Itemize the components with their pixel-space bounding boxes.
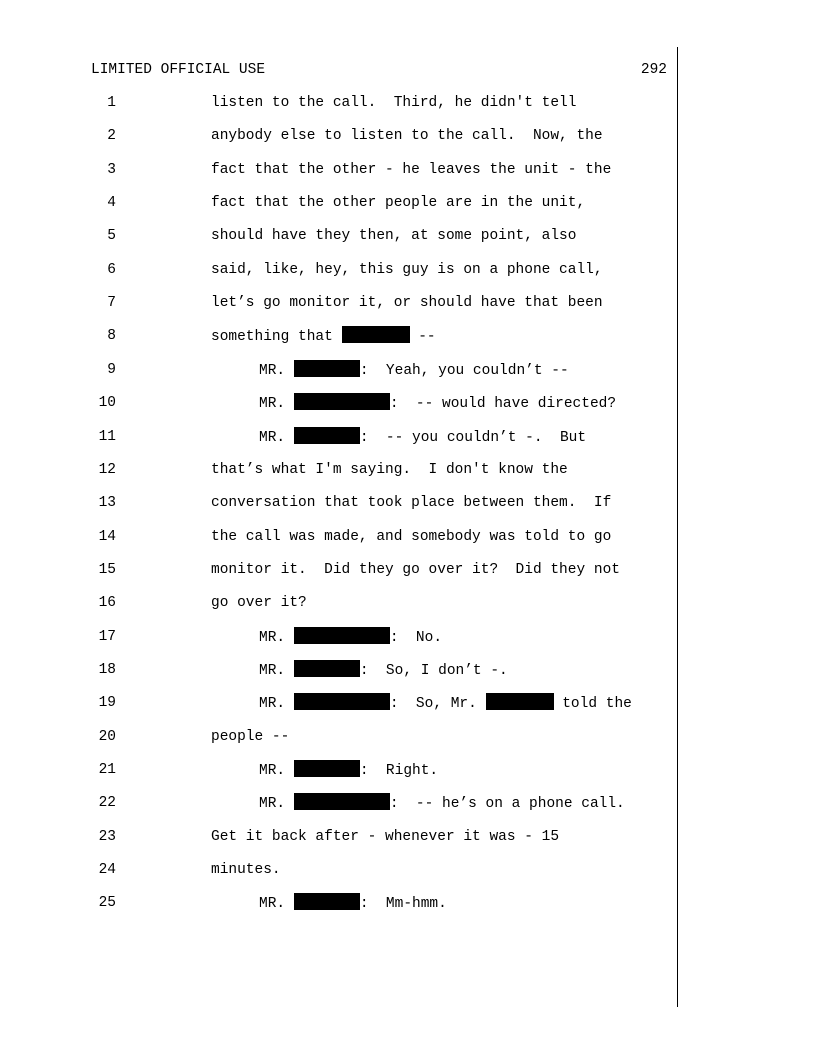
line-text: listen to the call. Third, he didn't tell (211, 95, 577, 111)
line-number: 3 (107, 161, 116, 178)
line-text: MR. : -- he’s on a phone call. (259, 793, 625, 814)
transcript-line (0, 260, 816, 293)
line-text: MR. : So, I don’t -. (259, 660, 508, 681)
line-text: MR. : Mm-hmm. (259, 893, 447, 914)
redaction-box (294, 360, 360, 377)
redaction-box (294, 393, 390, 410)
transcript-line (0, 126, 816, 159)
line-text: Get it back after - whenever it was - 15 (211, 828, 560, 845)
line-number: 6 (107, 261, 116, 278)
line-text: let’s go monitor it, or should have that been (211, 295, 603, 312)
line-text: conversation that took place between them. If (211, 495, 612, 512)
line-number: 22 (98, 795, 116, 812)
line-text: should have they then, at some point, also (211, 228, 577, 245)
line-number: 8 (107, 328, 116, 345)
line-number: 11 (98, 428, 116, 445)
line-text: monitor it. Did they go over it? Did they not (211, 561, 620, 578)
line-number: 14 (98, 528, 116, 545)
line-number: 5 (107, 228, 116, 245)
transcript-line (0, 793, 816, 826)
redaction-box (294, 760, 360, 777)
line-text: that’s what I'm saying. I don't know the (211, 461, 568, 478)
line-number: 18 (98, 661, 116, 678)
redaction-box (294, 893, 360, 910)
line-number: 7 (107, 295, 116, 312)
line-number: 10 (98, 395, 116, 412)
page-number: 292 (640, 62, 667, 78)
line-text: MR. : Yeah, you couldn’t -- (259, 360, 569, 381)
redaction-box (294, 427, 360, 444)
transcript-line (0, 527, 816, 560)
transcript-line (0, 193, 816, 226)
redaction-box (486, 693, 554, 710)
line-number: 4 (107, 195, 116, 212)
line-text: MR. : Right. (259, 760, 438, 781)
line-number: 21 (98, 762, 116, 778)
redaction-box (342, 326, 410, 343)
line-text: MR. : So, Mr. told the (259, 693, 632, 714)
transcript-line (0, 893, 816, 926)
line-number: 20 (98, 728, 116, 745)
line-number: 9 (107, 361, 116, 378)
classification-header: LIMITED OFFICIAL USE (91, 62, 266, 78)
transcript-line (0, 693, 816, 726)
redaction-box (294, 660, 360, 677)
line-text: go over it? (211, 595, 307, 612)
line-text: said, like, hey, this guy is on a phone call, (211, 261, 603, 278)
line-text: MR. : No. (259, 627, 442, 648)
line-number: 1 (107, 95, 116, 111)
transcript-line (0, 93, 816, 126)
line-text: the call was made, and somebody was told to go (211, 528, 612, 545)
transcript-line (0, 493, 816, 526)
redaction-box (294, 793, 390, 810)
line-number: 24 (98, 862, 116, 879)
transcript-line (0, 560, 816, 593)
line-number: 17 (98, 628, 116, 645)
transcript-line (0, 860, 816, 893)
transcript-line (0, 727, 816, 760)
line-number: 23 (98, 828, 116, 845)
transcript-line (0, 460, 816, 493)
transcript-line (0, 160, 816, 193)
transcript-line (0, 293, 816, 326)
line-text: people -- (211, 728, 290, 745)
transcript-line (0, 226, 816, 259)
transcript-line (0, 427, 816, 460)
transcript-line (0, 593, 816, 626)
line-number: 13 (98, 495, 116, 512)
line-text: MR. : -- would have directed? (259, 393, 616, 414)
transcript-line (0, 360, 816, 393)
line-text: something that -- (211, 326, 436, 347)
line-number: 19 (98, 695, 116, 712)
transcript-line (0, 326, 816, 359)
transcript-line (0, 827, 816, 860)
line-text: fact that the other people are in the unit, (211, 195, 586, 212)
line-number: 12 (98, 461, 116, 478)
line-text: anybody else to listen to the call. Now, the (211, 128, 603, 145)
transcript-line (0, 627, 816, 660)
line-text: fact that the other - he leaves the unit - the (211, 161, 612, 178)
line-number: 2 (107, 128, 116, 145)
transcript-line (0, 660, 816, 693)
line-text: MR. : -- you couldn’t -. But (259, 427, 586, 448)
line-number: 25 (98, 895, 116, 912)
transcript-line (0, 760, 816, 793)
transcript-line (0, 393, 816, 426)
redaction-box (294, 693, 390, 710)
redaction-box (294, 627, 390, 644)
line-number: 16 (98, 595, 116, 612)
line-number: 15 (98, 561, 116, 578)
line-text: minutes. (211, 862, 281, 879)
